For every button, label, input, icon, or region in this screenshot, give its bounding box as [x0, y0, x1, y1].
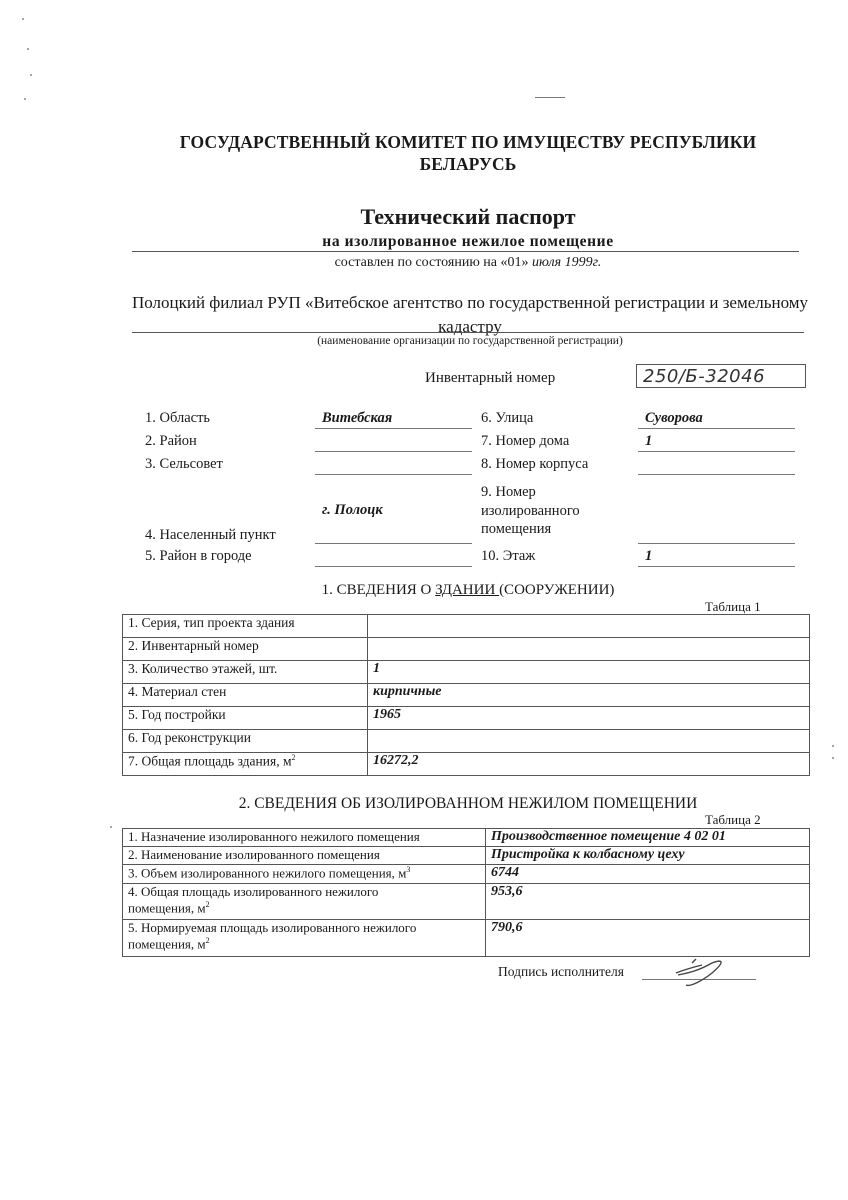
table-2-caption: Таблица 2: [705, 812, 761, 827]
field-underline: [638, 474, 795, 475]
field-label-floor: 10. Этаж: [481, 548, 536, 564]
unit-superscript: 2: [205, 900, 210, 909]
field-value-oblast: Витебская: [322, 410, 393, 426]
row-value: 6744: [486, 865, 810, 884]
premises-info-table: [122, 828, 810, 957]
table-row: [123, 884, 810, 920]
row-label: 3. Количество этажей, шт.: [123, 661, 368, 684]
row-label: [123, 753, 368, 776]
row-label-line: [128, 936, 480, 952]
field-label-street: 6. Улица: [481, 410, 534, 426]
row-label: [123, 865, 486, 884]
field-underline: [315, 428, 472, 429]
scan-speck: [832, 745, 834, 747]
row-label-line: [128, 900, 480, 916]
field-label-house-number: 7. Номер дома: [481, 433, 570, 449]
organization-caption: (наименование организации по государственной регистрации): [317, 335, 623, 347]
field-underline: [638, 428, 795, 429]
row-label: 2. Наименование изолированного помещения: [123, 847, 486, 865]
committee-line-2: БЕЛАРУСЬ: [419, 154, 517, 174]
signature-scribble-icon: [672, 955, 732, 991]
row-label: 6. Год реконструкции: [123, 730, 368, 753]
table-1-caption: Таблица 1: [705, 599, 761, 614]
row-label-text: помещения, м: [128, 900, 206, 916]
committee-header: [0, 131, 848, 175]
row-value: [368, 638, 810, 661]
inventory-number-label: Инвентарный номер: [425, 370, 556, 386]
field-underline: [638, 451, 795, 452]
field-underline: [315, 566, 472, 567]
unit-superscript: 2: [205, 936, 210, 945]
row-value: 16272,2: [368, 753, 810, 776]
document-title: Технический паспорт: [360, 204, 576, 229]
row-value: Производственное помещение 4 02 01: [486, 829, 810, 847]
table-row: [123, 684, 810, 707]
row-label: 4. Материал стен: [123, 684, 368, 707]
field-label-building: 8. Номер корпуса: [481, 456, 589, 472]
field-underline: [638, 566, 795, 567]
field-value-house-number: 1: [645, 433, 653, 449]
organization-rule: [132, 332, 804, 333]
section-2-title: 2. СВЕДЕНИЯ ОБ ИЗОЛИРОВАННОМ НЕЖИЛОМ ПОМЕЩЕНИИ: [238, 795, 698, 812]
as-of-prefix: составлен по состоянию на «01»: [334, 255, 529, 270]
table-row: [123, 661, 810, 684]
row-value: [368, 615, 810, 638]
section-1-title-underlined: ЗДАНИИ: [435, 582, 500, 598]
row-label-text: помещения, м: [128, 936, 206, 952]
table-row: [123, 847, 810, 865]
row-value: 790,6: [486, 920, 810, 957]
table-row: [123, 865, 810, 884]
field-value-street: Суворова: [645, 410, 703, 426]
field-label-selsovet: 3. Сельсовет: [145, 456, 223, 472]
table-row: [123, 920, 810, 957]
row-label-text: 3. Объем изолированного нежилого помещения, м: [128, 865, 407, 881]
field-value-settlement: г. Полоцк: [322, 502, 383, 518]
unit-superscript: 3: [406, 865, 411, 874]
section-1-title-suffix: (СООРУЖЕНИИ): [499, 582, 615, 598]
table-row: [123, 615, 810, 638]
row-value: 1965: [368, 707, 810, 730]
scan-mark: [535, 97, 565, 98]
as-of-date: июля 1999г.: [528, 255, 602, 270]
field-underline: [638, 543, 795, 544]
row-value: [368, 730, 810, 753]
row-label: [123, 884, 486, 920]
row-label: 5. Год постройки: [123, 707, 368, 730]
scan-speck: [27, 48, 29, 50]
row-label: [123, 920, 486, 957]
section-1-title-prefix: 1. СВЕДЕНИЯ О: [321, 582, 436, 598]
scan-speck: [22, 18, 24, 20]
organization-name: Полоцкий филиал РУП «Витебское агентство по государственной регистрации и земельному кадастру: [131, 293, 809, 336]
field-label-oblast: 1. Область: [145, 410, 211, 426]
table-row: [123, 829, 810, 847]
subtitle-rule: [132, 251, 799, 252]
unit-superscript: 2: [291, 753, 296, 762]
row-label: 2. Инвентарный номер: [123, 638, 368, 661]
row-label: 1. Назначение изолированного нежилого помещения: [123, 829, 486, 847]
table-row: [123, 753, 810, 776]
label-line: изолированного: [481, 502, 580, 519]
signature-label: Подпись исполнителя: [498, 964, 624, 979]
field-label-settlement: 4. Населенный пункт: [145, 527, 276, 543]
row-value: кирпичные: [368, 684, 810, 707]
row-label-line: 4. Общая площадь изолированного нежилого: [128, 884, 379, 899]
field-label-premises-number: [481, 483, 580, 539]
field-underline: [315, 474, 472, 475]
table-row: [123, 707, 810, 730]
committee-line-1: ГОСУДАРСТВЕННЫЙ КОМИТЕТ ПО ИМУЩЕСТВУ РЕСПУБЛИКИ: [179, 132, 757, 152]
field-underline: [315, 543, 472, 544]
scan-speck: [832, 757, 834, 759]
row-value: 1: [368, 661, 810, 684]
field-value-floor: 1: [645, 548, 653, 564]
scan-speck: [110, 826, 112, 828]
row-label-line: 5. Нормируемая площадь изолированного нежилого: [128, 920, 417, 935]
building-info-table: [122, 614, 810, 776]
scan-speck: [24, 98, 26, 100]
field-underline: [315, 451, 472, 452]
table-row: [123, 730, 810, 753]
row-label-text: 7. Общая площадь здания, м: [128, 753, 292, 769]
label-line: помещения: [481, 521, 552, 537]
field-label-city-district: 5. Район в городе: [145, 548, 252, 564]
scan-speck: [30, 74, 32, 76]
row-label: 1. Серия, тип проекта здания: [123, 615, 368, 638]
inventory-number-stamp: 250/Б-32046: [636, 364, 806, 388]
row-value: 953,6: [486, 884, 810, 920]
row-value: Пристройка к колбасному цеху: [486, 847, 810, 865]
section-1-title: [0, 582, 848, 599]
as-of-line: [0, 255, 848, 271]
document-subtitle: на изолированное нежилое помещение: [322, 233, 614, 250]
table-row: [123, 638, 810, 661]
field-label-raion: 2. Район: [145, 433, 197, 449]
label-line: 9. Номер: [481, 484, 536, 500]
